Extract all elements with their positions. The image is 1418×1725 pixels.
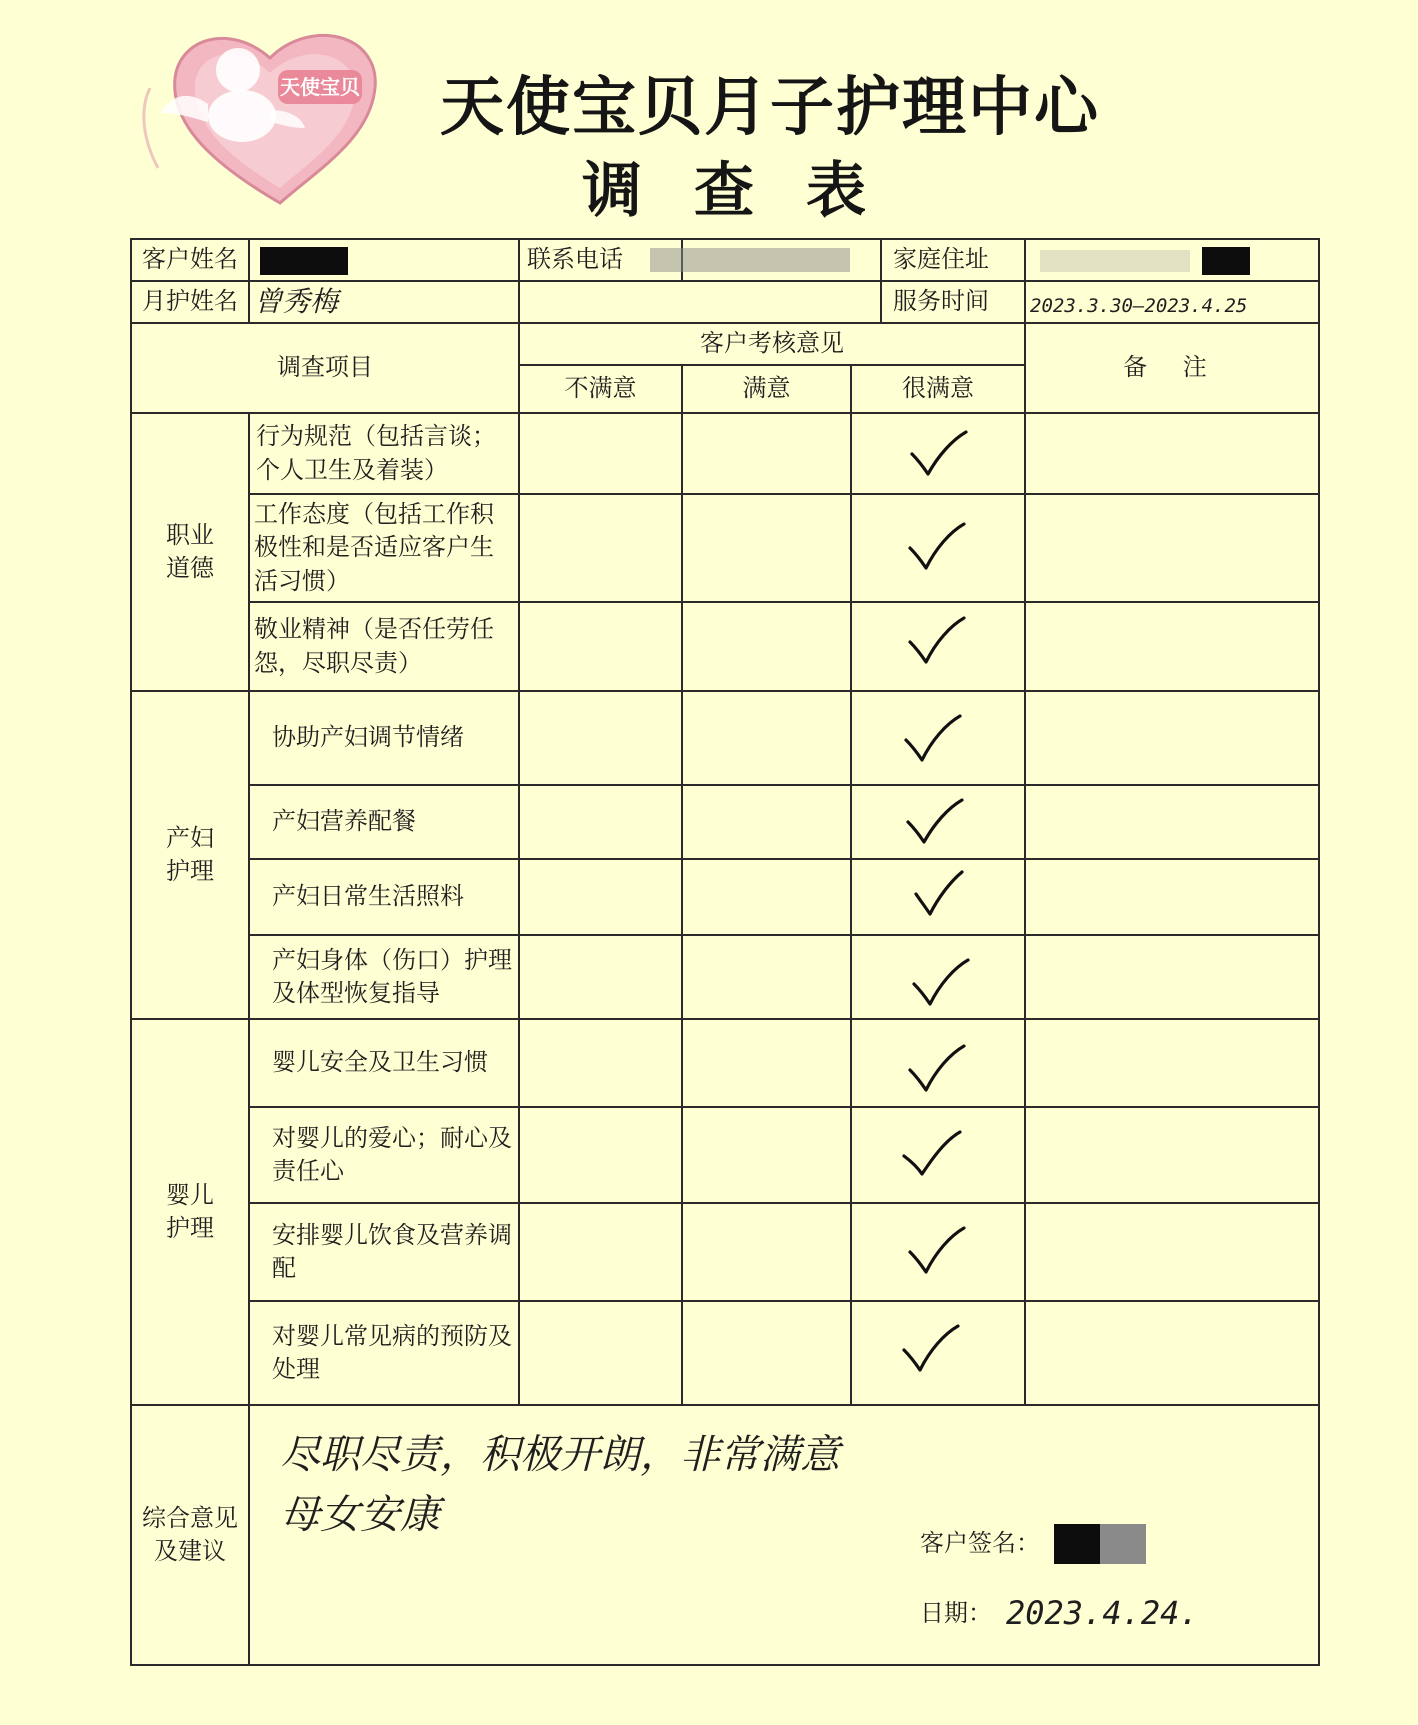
checkmark-icon — [908, 868, 970, 920]
service-time-label: 服务时间 — [893, 287, 989, 316]
nurse-name-label: 月护姓名 — [142, 287, 238, 316]
phone-label: 联系电话 — [527, 245, 623, 274]
item-text: 产妇身体（伤口）护理及体型恢复指导 — [272, 945, 512, 1007]
logo-text: 天使宝贝 — [280, 75, 360, 99]
group-label-mother-care: 产妇 护理 — [166, 823, 214, 885]
item-text: 产妇日常生活照料 — [272, 882, 464, 911]
item-text: 敬业精神（是否任劳任怨，尽职尽责） — [254, 615, 494, 677]
redacted-signature — [1054, 1524, 1100, 1564]
checkmark-icon — [906, 1042, 968, 1094]
item-text: 婴儿安全及卫生习惯 — [272, 1048, 488, 1077]
checkmark-icon — [906, 614, 968, 666]
date-label: 日期： — [920, 1599, 992, 1628]
address-label: 家庭住址 — [893, 245, 989, 274]
signature-label: 客户签名： — [920, 1529, 1040, 1558]
checkmark-icon — [910, 956, 972, 1008]
item-text: 对婴儿的爱心；耐心及责任心 — [272, 1123, 512, 1185]
angel-heart-logo — [130, 18, 400, 208]
item-text: 产妇营养配餐 — [272, 807, 416, 836]
checkmark-icon — [906, 520, 968, 572]
redacted-customer-name — [260, 247, 348, 275]
page-subtitle: 调查表 — [582, 156, 918, 226]
item-text: 行为规范（包括言谈；个人卫生及着装） — [256, 422, 496, 484]
rating-header-very-satisfied: 很满意 — [902, 374, 974, 403]
comments-label: 综合意见 及建议 — [142, 1503, 238, 1565]
comments-line-1: 尽职尽责，积极开朗，非常满意 — [280, 1432, 840, 1478]
checkmark-icon — [904, 796, 966, 848]
group-label-baby-care: 婴儿 护理 — [166, 1180, 214, 1242]
date-value: 2023.4.24. — [1006, 1593, 1199, 1632]
remark-header: 备 注 — [1123, 353, 1221, 382]
rating-header-satisfied: 满意 — [742, 374, 791, 403]
comments-line-2: 母女安康 — [280, 1492, 440, 1538]
item-text: 安排婴儿饮食及营养调配 — [272, 1220, 512, 1282]
customer-name-label: 客户姓名 — [142, 245, 238, 274]
redacted-phone — [650, 248, 850, 272]
redacted-address — [1202, 247, 1250, 275]
survey-form — [130, 238, 1320, 1666]
group-label-ethics: 职业 道德 — [166, 520, 214, 582]
item-text: 对婴儿常见病的预防及处理 — [272, 1321, 512, 1383]
service-time-value: 2023.3.30—2023.4.25 — [1030, 294, 1248, 317]
page-title: 天使宝贝月子护理中心 — [440, 71, 1100, 145]
checkmark-icon — [906, 1224, 968, 1276]
checkmark-icon — [900, 1128, 962, 1180]
item-text: 工作态度（包括工作积极性和是否适应客户生活习惯） — [254, 500, 494, 595]
rating-header-unsatisfied: 不满意 — [564, 374, 637, 403]
checkmark-icon — [908, 428, 970, 480]
opinion-header: 客户考核意见 — [700, 329, 844, 358]
checkmark-icon — [902, 712, 964, 764]
item-text: 协助产妇调节情绪 — [272, 723, 464, 752]
nurse-name-value: 曾秀梅 — [254, 284, 339, 318]
item-header: 调查项目 — [277, 353, 373, 382]
checkmark-icon — [900, 1322, 962, 1374]
